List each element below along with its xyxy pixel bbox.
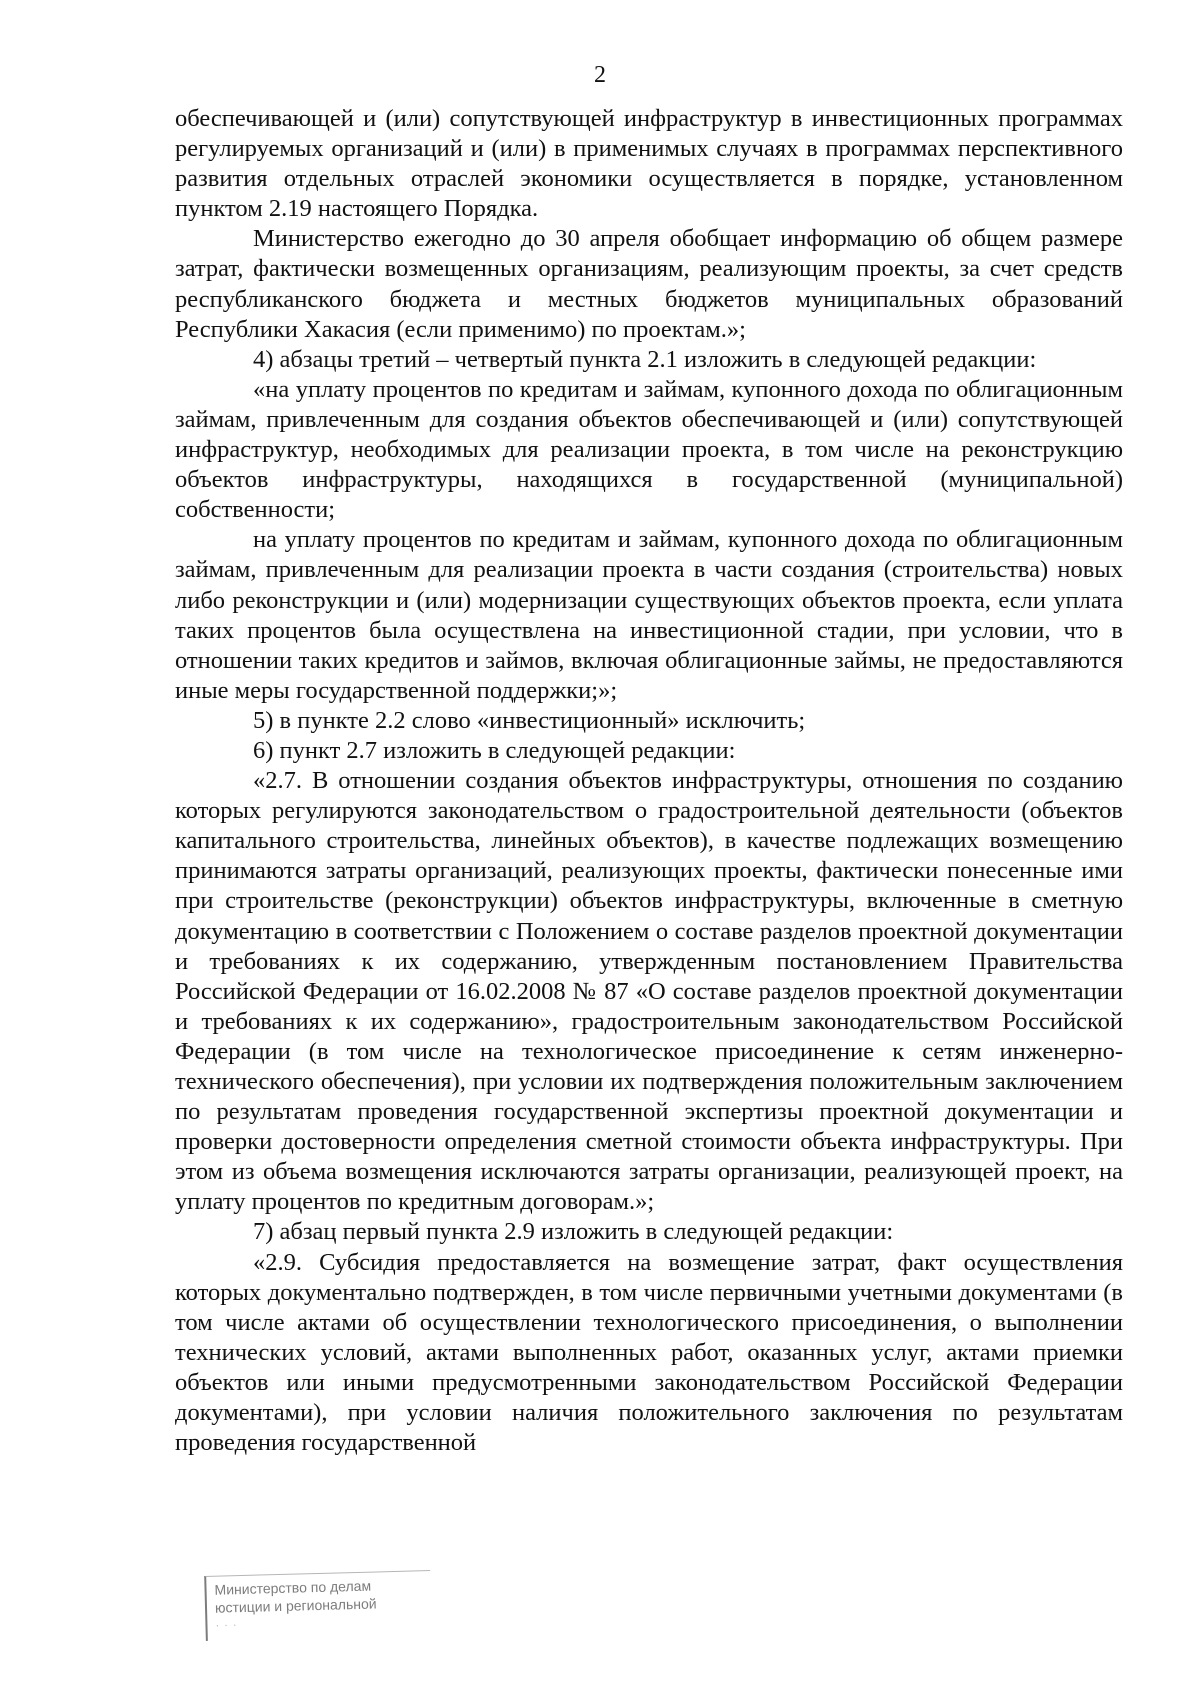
document-body — [175, 104, 1123, 1458]
paragraph-7: 6) пункт 2.7 изложить в следующей редакции: — [253, 736, 736, 764]
paragraph-4: «на уплату процентов по кредитам и займам, купонного дохода по облигационным займам, привлеченным для создания объектов обеспечивающей и (или) сопутствующей инфраструктур, необходимых для реализации проекта, в том числе на реконструкцию объектов инфраструктуры, находящихся в государственной (муниципальной) собственности; — [175, 375, 1123, 524]
paragraph-3: 4) абзацы третий – четвертый пункта 2.1 изложить в следующей редакции: — [253, 345, 1037, 373]
paragraph-5: на уплату процентов по кредитам и займам, купонного дохода по облигационным займам, привлеченным для реализации проекта в части создания (строительства) новых либо реконструкции и (или) модернизации существующих объектов проекта, если уплата таких процентов была осуществлена на инвестиционной стадии, при условии, что в отношении таких кредитов и займов, включая облигационные займы, не предоставляются иные меры государственной поддержки;»; — [175, 526, 1123, 704]
page-number: 2 — [594, 62, 606, 88]
paragraph-1: обеспечивающей и (или) сопутствующей инфраструктур в инвестиционных программах регулируемых организаций и (или) в применимых случаях в программах перспективного развития отдельных отраслей экономики осуществляется в порядке, установленном пунктом 2.19 настоящего Порядка. — [175, 105, 1123, 223]
stamp-line-1: Министерство по делам — [214, 1577, 372, 1598]
stamp-line-3: · · · — [215, 1619, 238, 1632]
stamp-line-2: юстиции и региональной — [214, 1595, 377, 1616]
paragraph-9: 7) абзац первый пункта 2.9 изложить в следующей редакции: — [253, 1218, 894, 1246]
registration-stamp — [204, 1570, 432, 1641]
paragraph-2: Министерство ежегодно до 30 апреля обобщает информацию об общем размере затрат, фактически возмещенных организациям, реализующим проекты, за счет средств республиканского бюджета и местных бюджетов муниципальных образований Республики Хакасия (если применимо) по проектам.»; — [175, 225, 1123, 343]
paragraph-8: «2.7. В отношении создания объектов инфраструктуры, отношения по созданию которых регулируются законодательством о градостроительной деятельности (объектов капитального строительства, линейных объектов), в качестве подлежащих возмещению принимаются затраты организаций, реализующих проекты, фактически понесенные ими при строительстве (реконструкции) объектов инфраструктуры, включенные в сметную документацию в соответствии с Положением о составе разделов проектной документации и требованиях к их содержанию, утвержденным постановлением Правительства Российской Федерации от 16.02.2008 № 87 «О составе разделов проектной документации и требованиях к их содержанию», градостроительным законодательством Российской Федерации (в том числе на технологическое присоединение к сетям инженерно-технического обеспечения), при условии их подтверждения положительным заключением по результатам проведения государственной экспертизы проектной документации и проверки достоверности определения сметной стоимости объекта инфраструктуры. При этом из объема возмещения исключаются затраты организации, реализующей проект, на уплату процентов по кредитным договорам.»; — [175, 767, 1123, 1216]
paragraph-10: «2.9. Субсидия предоставляется на возмещение затрат, факт осуществления которых документально подтвержден, в том числе первичными учетными документами (в том числе актами об осуществлении технологического присоединения, о выполнении технических условий, актами выполненных работ, оказанных услуг, актами приемки объектов или иными предусмотренными законодательством Российской Федерации документами), при условии наличия положительного заключения по результатам проведения государственной — [175, 1248, 1123, 1457]
paragraph-6: 5) в пункте 2.2 слово «инвестиционный» исключить; — [253, 706, 806, 734]
